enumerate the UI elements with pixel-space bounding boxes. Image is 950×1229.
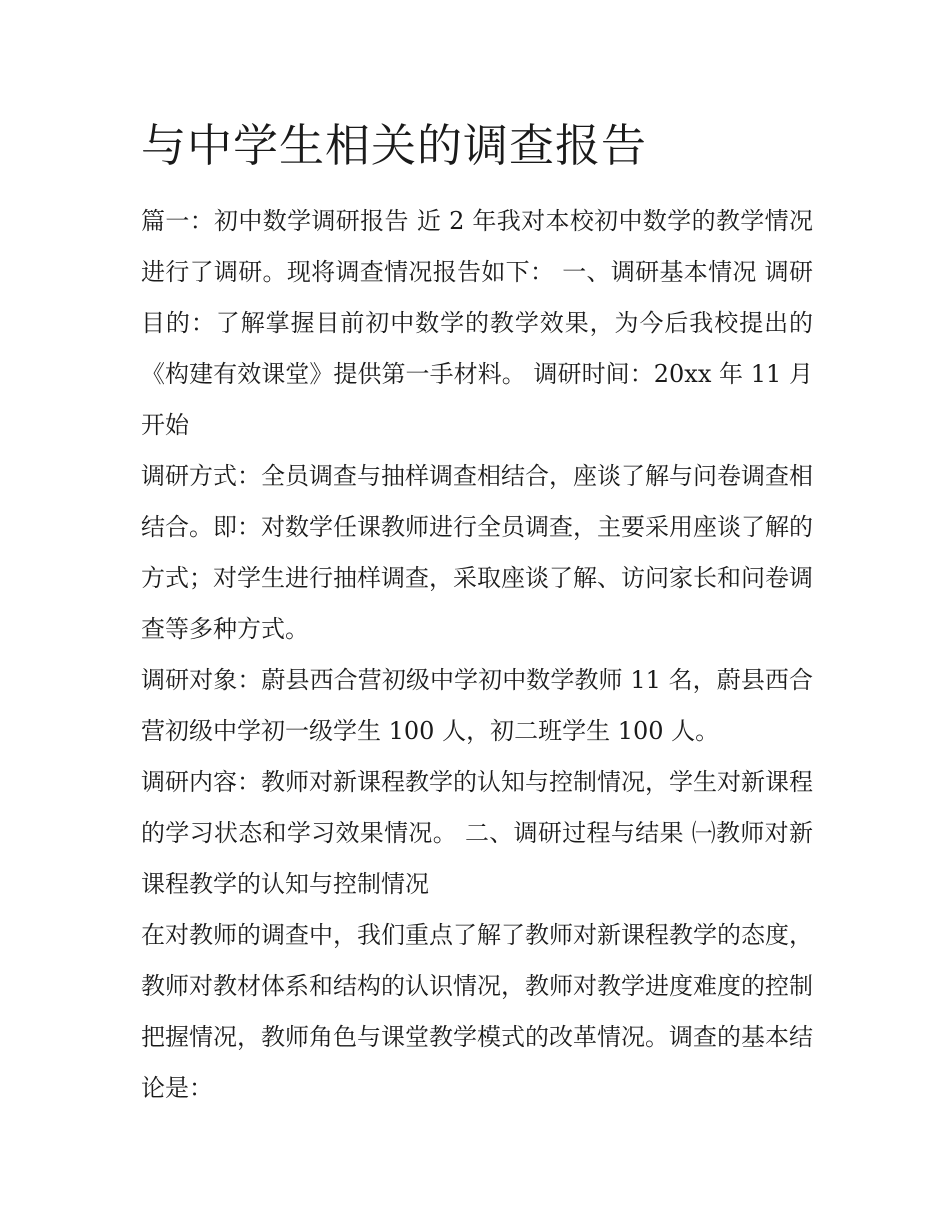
paragraph-intro: 篇一：初中数学调研报告 近 2 年我对本校初中数学的教学情况进行了调研。现将调查情况报告如下： 一、调研基本情况 调研目的：了解掌握目前初中数学的教学效果，为今后我校提出的《构建有效课堂》提供第一手材料。 调研时间：20xx 年 11 月开始 bbox=[141, 207, 813, 439]
paragraph-content: 调研内容：教师对新课程教学的认知与控制情况，学生对新课程的学习状态和学习效果情况。 二、调研过程与结果 ㈠教师对新课程教学的认知与控制情况 bbox=[141, 768, 813, 898]
paragraph-subjects: 调研对象：蔚县西合营初级中学初中数学教师 11 名，蔚县西合营初级中学初一级学生 100 人，初二班学生 100 人。 bbox=[141, 666, 813, 745]
paragraph-teacher-survey: 在对教师的调查中，我们重点了解了教师对新课程教学的态度，教师对教材体系和结构的认识情况，教师对教学进度难度的控制把握情况，教师角色与课堂教学模式的改革情况。调查的基本结论是： bbox=[141, 921, 813, 1102]
document-title: 与中学生相关的调查报告 bbox=[141, 119, 648, 172]
paragraph-method: 调研方式：全员调查与抽样调查相结合，座谈了解与问卷调查相结合。即：对数学任课教师进行全员调查，主要采用座谈了解的方式；对学生进行抽样调查，采取座谈了解、访问家长和问卷调查等多种方式。 bbox=[141, 462, 813, 643]
document-body bbox=[141, 196, 813, 1114]
